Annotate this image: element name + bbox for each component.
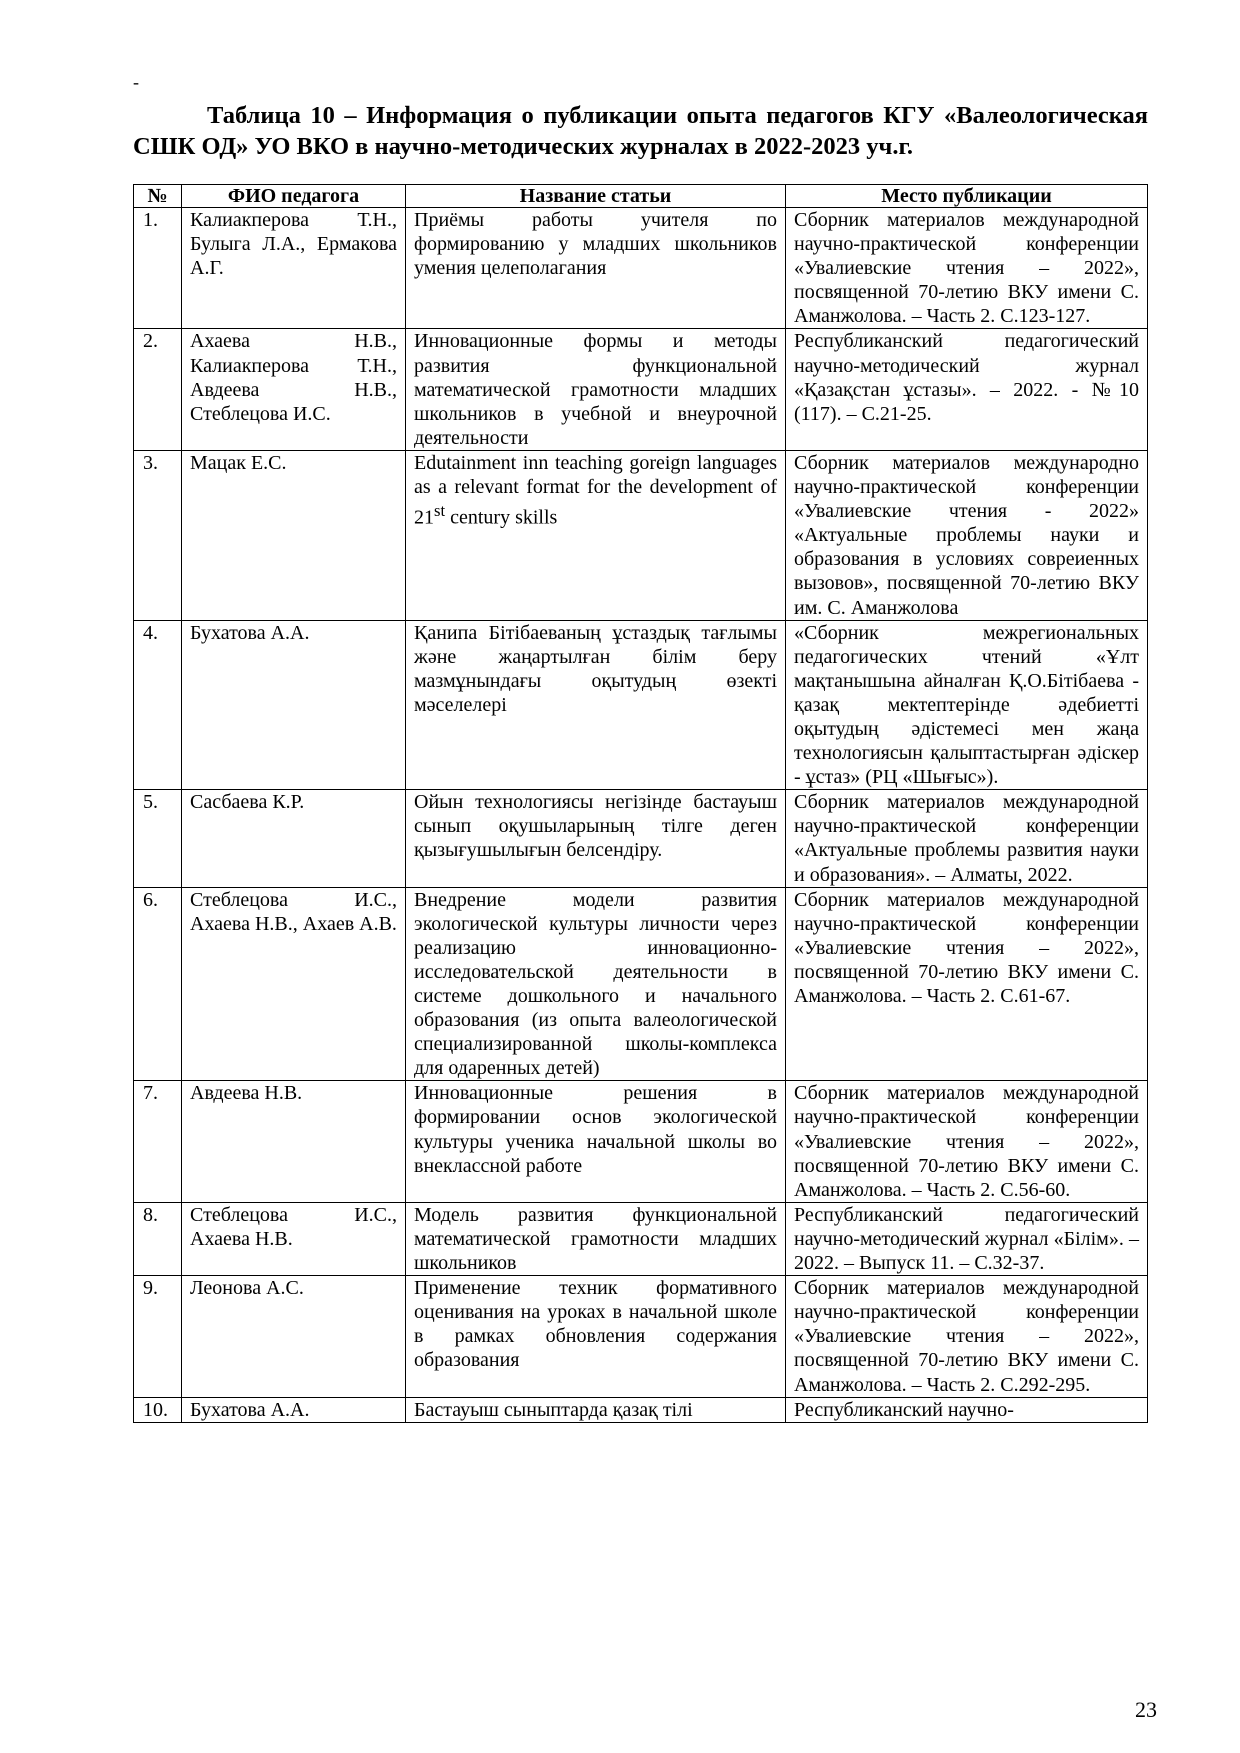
row-authors: Бухатова А.А. bbox=[182, 620, 406, 790]
row-number: 3. bbox=[134, 450, 182, 620]
row-place: Сборник материалов международно научно-практической конференции «Увалиевские чтения - 2022» «Актуальные проблемы науки и образования в условиях совреиенных вызовов», посвященной 70-летию ВКУ им. С. Аманжолова bbox=[786, 450, 1148, 620]
table-row bbox=[134, 790, 1148, 887]
row-place: Сборник материалов международной научно-практической конференции «Увалиевские чтения – 2022», посвященной 70-летию ВКУ имени С. Аманжолова. – Часть 2. С.123-127. bbox=[786, 208, 1148, 329]
row-place: «Сборник межрегиональных педагогических чтений «Ұлт мақтанышына айналған Қ.О.Бітібаева - қазақ мектептерінде әдебиетті оқытудың әдістемесі мен жаңа технологиясын қалыптастырған әдіскер - ұстаз» (РЦ «Шығыс»). bbox=[786, 620, 1148, 790]
row-number: 4. bbox=[134, 620, 182, 790]
header-author: ФИО педагога bbox=[182, 185, 406, 208]
header-place: Место публикации bbox=[786, 185, 1148, 208]
table-header-row bbox=[134, 185, 1148, 208]
table-row bbox=[134, 329, 1148, 450]
row-place: Сборник материалов международной научно-практической конференции «Увалиевские чтения – 2022», посвященной 70-летию ВКУ имени С. Аманжолова. – Часть 2. С.292-295. bbox=[786, 1276, 1148, 1397]
row-authors: Авдеева Н.В. bbox=[182, 1081, 406, 1202]
row-place: Республиканский педагогический научно-методический журнал «Білім». – 2022. – Выпуск 11. – С.32-37. bbox=[786, 1202, 1148, 1275]
page-number: 23 bbox=[1135, 1697, 1157, 1722]
row-article: Внедрение модели развития экологической культуры личности через реализацию инновационно-исследовательской деятельности в системе дошкольного и начального образования (из опыта валеологической специализированной школы-комплекса для одаренных детей) bbox=[406, 887, 786, 1081]
row-article: Инновационные решения в формировании основ экологической культуры ученика начальной школы во внеклассной работе bbox=[406, 1081, 786, 1202]
row-number: 7. bbox=[134, 1081, 182, 1202]
row-number: 10. bbox=[134, 1397, 182, 1422]
row-number: 8. bbox=[134, 1202, 182, 1275]
row-number: 9. bbox=[134, 1276, 182, 1397]
row-place: Сборник материалов международной научно-практической конференции «Увалиевские чтения – 2022», посвященной 70-летию ВКУ имени С. Аманжолова. – Часть 2. С.61-67. bbox=[786, 887, 1148, 1081]
row-article: Бастауыш сыныптарда қазақ тілі bbox=[406, 1397, 786, 1422]
table-row bbox=[134, 620, 1148, 790]
superscript: st bbox=[434, 501, 446, 521]
row-authors: Сасбаева К.Р. bbox=[182, 790, 406, 887]
row-article: Применение техник формативного оценивания на уроках в начальной школе в рамках обновления содержания образования bbox=[406, 1276, 786, 1397]
publications-table bbox=[133, 184, 1148, 1423]
row-article bbox=[406, 450, 786, 620]
row-place: Республиканский педагогический научно-методический журнал «Қазақстан ұстазы». – 2022. - №10 (117). – С.21-25. bbox=[786, 329, 1148, 450]
row-number: 2. bbox=[134, 329, 182, 450]
table-row bbox=[134, 450, 1148, 620]
article-text: Edutainment inn teaching goreign languages as a relevant format for the development of 21 bbox=[414, 451, 777, 529]
row-place: Сборник материалов международной научно-практической конференции «Увалиевские чтения – 2022», посвященной 70-летию ВКУ имени С. Аманжолова. – Часть 2. С.56-60. bbox=[786, 1081, 1148, 1202]
article-text-end: century skills bbox=[445, 506, 558, 529]
header-mark: - bbox=[133, 72, 139, 92]
row-place: Республиканский научно- bbox=[786, 1397, 1148, 1422]
table-row bbox=[134, 1397, 1148, 1422]
row-authors: Калиакперова Т.Н., Булыга Л.А., Ермакова А.Г. bbox=[182, 208, 406, 329]
row-authors: Леонова А.С. bbox=[182, 1276, 406, 1397]
table-row bbox=[134, 887, 1148, 1081]
row-article: Приёмы работы учителя по формированию у младших школьников умения целеполагания bbox=[406, 208, 786, 329]
row-article: Ойын технологиясы негізінде бастауыш сынып оқушыларының тілге деген қызығушылығын белсендіру. bbox=[406, 790, 786, 887]
row-number: 1. bbox=[134, 208, 182, 329]
row-authors: Ахаева Н.В., Калиакперова Т.Н., Авдеева Н.В., Стеблецова И.С. bbox=[182, 329, 406, 450]
row-place: Сборник материалов международной научно-практической конференции «Актуальные проблемы развития науки и образования». – Алматы, 2022. bbox=[786, 790, 1148, 887]
header-number: № bbox=[134, 185, 182, 208]
row-authors: Мацак Е.С. bbox=[182, 450, 406, 620]
table-row bbox=[134, 1081, 1148, 1202]
table-row bbox=[134, 1202, 1148, 1275]
row-number: 5. bbox=[134, 790, 182, 887]
row-authors: Бухатова А.А. bbox=[182, 1397, 406, 1422]
table-title: Таблица 10 – Информация о публикации опыта педагогов КГУ «Валеологическая СШК ОД» УО ВКО в научно-методических журналах в 2022-2023 уч.г. bbox=[133, 102, 1148, 160]
row-authors: Стеблецова И.С., Ахаева Н.В., Ахаев А.В. bbox=[182, 887, 406, 1081]
header-article: Название статьи bbox=[406, 185, 786, 208]
row-article: Модель развития функциональной математической грамотности младших школьников bbox=[406, 1202, 786, 1275]
row-number: 6. bbox=[134, 887, 182, 1081]
table-row bbox=[134, 208, 1148, 329]
row-authors: Стеблецова И.С., Ахаева Н.В. bbox=[182, 1202, 406, 1275]
row-article: Инновационные формы и методы развития функциональной математической грамотности младших школьников в учебной и внеурочной деятельности bbox=[406, 329, 786, 450]
table-row bbox=[134, 1276, 1148, 1397]
row-article: Қанипа Бітібаеваның ұстаздық тағлымы және жаңартылған білім беру мазмұнындағы оқытудың өзекті мәселелері bbox=[406, 620, 786, 790]
